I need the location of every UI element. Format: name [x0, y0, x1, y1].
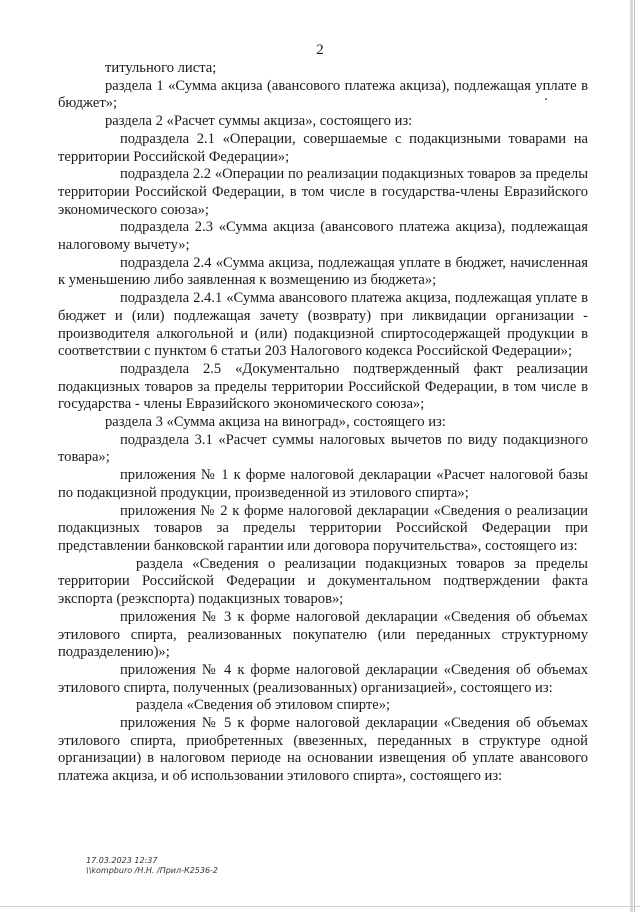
scan-edge-right-line: [634, 0, 635, 912]
paragraph: приложения № 5 к форме налоговой декларации «Сведения об объемах этилового спирта, приобретенных (ввезенных, переданных в структуре одной организации) в налоговом периоде на основании извещения об уплате авансового платежа акциза, и об использовании этилового спирта», состоящего из:: [58, 715, 588, 785]
paragraph: приложения № 4 к форме налоговой декларации «Сведения об объемах этилового спирта, полученных (реализованных) организацией», состоящего из:: [58, 661, 588, 696]
document-footer-stamp: [86, 856, 218, 876]
paragraph: подраздела 2.2 «Операции по реализации подакцизных товаров за пределы территории Российской Федерации, в том числе в государства-члены Евразийского экономического союза»;: [58, 166, 588, 218]
paragraph: раздела 2 «Расчет суммы акциза», состоящего из:: [105, 113, 413, 130]
scan-edge-right: [630, 0, 633, 912]
paragraph: приложения № 3 к форме налоговой декларации «Сведения об объемах этилового спирта, реализованных покупателю (или переданных структурному подразделению)»;: [58, 608, 588, 661]
paragraph: подраздела 2.4.1 «Сумма авансового платежа акциза, подлежащая уплате в бюджет и (или) подлежащая зачету (возврату) при ликвидации организации - производителя алкогольной и (или) подакцизной спиртосодержащей продукции в соответствии с пунктом 6 статьи 203 Налогового кодекса Российской Федерации»;: [58, 290, 588, 360]
paragraph: приложения № 1 к форме налоговой декларации «Расчет налоговой базы по подакцизной продукции, произведенной из этилового спирта»;: [58, 467, 588, 501]
paragraph: титульного листа;: [105, 60, 217, 76]
footer-timestamp: 17.03.2023 12:37: [86, 856, 158, 865]
document-body: [58, 60, 588, 786]
paragraph: подраздела 3.1 «Расчет суммы налоговых вычетов по виду подакцизного товара»;: [58, 431, 588, 466]
paragraph: подраздела 2.1 «Операции, совершаемые с подакцизными товарами на территории Российской Федерации»;: [58, 130, 588, 165]
paragraph: подраздела 2.3 «Сумма акциза (авансового платежа акциза), подлежащая налоговому вычету»;: [58, 219, 588, 254]
scan-edge-bottom: [0, 906, 640, 907]
footer-file-path: \\kompburo /Н.Н. /Прил-К2536-2: [86, 866, 219, 875]
paragraph: приложения № 2 к форме налоговой декларации «Сведения о реализации подакцизных товаров за пределы территории Российской Федерации при представлении банковской гарантии или договора поручительства», состоящего из:: [58, 502, 588, 554]
paragraph: раздела «Сведения о реализации подакцизных товаров за пределы территории Российской Федерации и документальном подтверждении факта экспорта (реэкспорта) подакцизных товаров»;: [58, 555, 588, 608]
paragraph: раздела 1 «Сумма акциза (авансового платежа акциза), подлежащая уплате в бюджет»;: [58, 77, 588, 112]
page-number: 2: [316, 42, 324, 58]
paragraph: раздела «Сведения об этиловом спирте»;: [136, 697, 391, 714]
scan-speck: [545, 98, 547, 100]
paragraph: раздела 3 «Сумма акциза на виноград», состоящего из:: [105, 414, 446, 431]
paragraph: подраздела 2.4 «Сумма акциза, подлежащая уплате в бюджет, начисленная к уменьшению либо заявленная к возмещению из бюджета»;: [58, 254, 588, 289]
paragraph: подраздела 2.5 «Документально подтвержденный факт реализации подакцизных товаров за пределы территории Российской Федерации, в том числе в государства - члены Евразийского экономического союза»;: [58, 360, 588, 413]
